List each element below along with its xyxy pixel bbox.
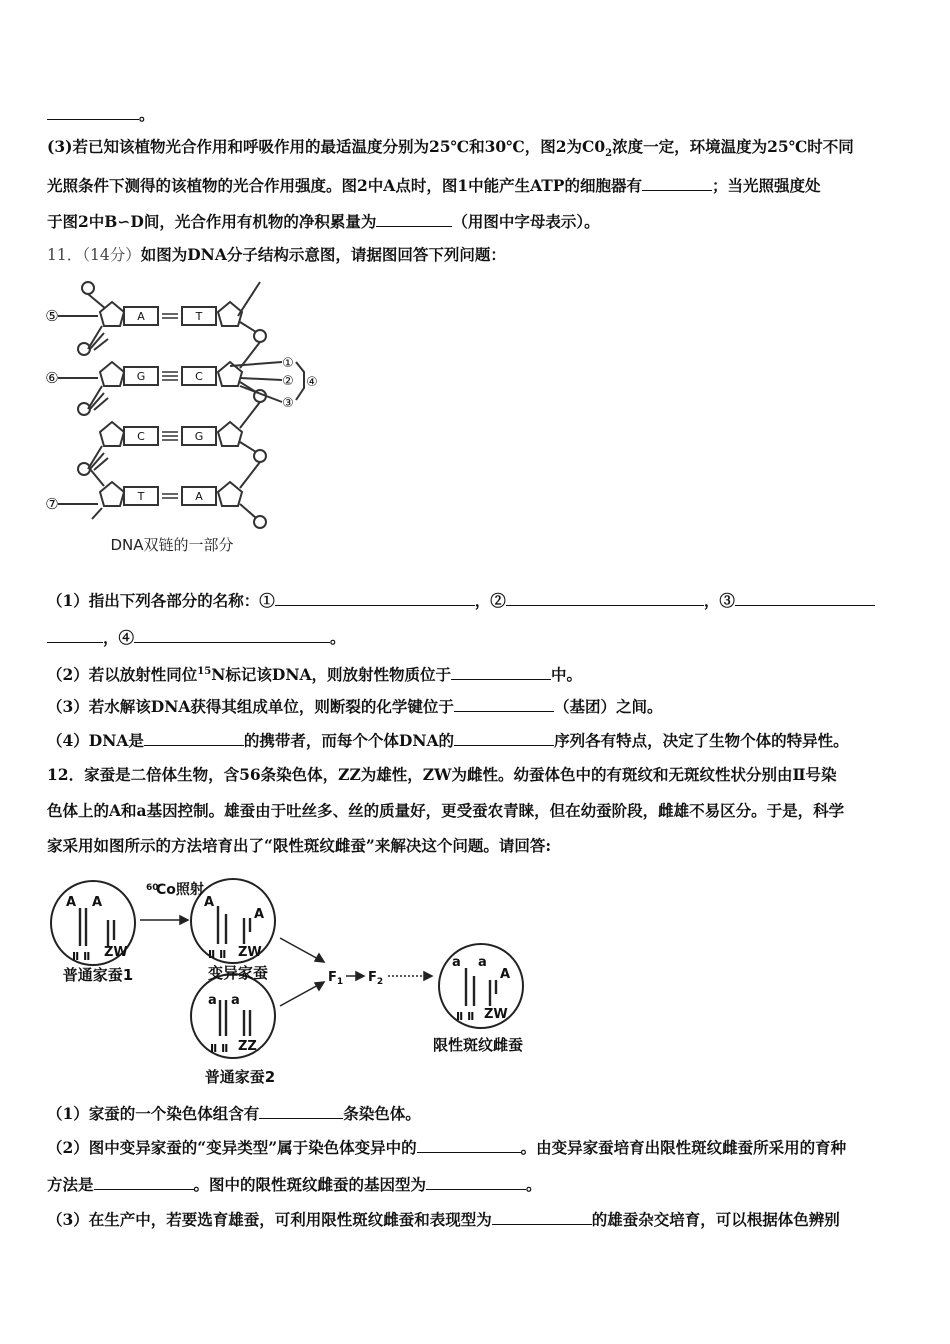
q11-part4: （4）DNA是 的携带者，而每个个体DNA的 序列各有特点，决定了生物个体的特异性。 xyxy=(47,731,849,750)
q12-part2-cont: 方法是 。图中的限性斑纹雌蚕的基因型为 。 xyxy=(47,1175,542,1194)
q12-stem-3: 家采用如图所示的方法培育出了“限性斑纹雌蚕”来解决这个问题。请回答: xyxy=(47,836,552,855)
q10-line-0: 。 xyxy=(47,104,155,125)
cell4-label: 限性斑纹雌蚕 xyxy=(432,1036,524,1054)
chromosome-ii: Ⅱ Ⅱ xyxy=(210,1042,229,1055)
answer-blank-3[interactable] xyxy=(735,590,875,606)
label-3: ③ xyxy=(282,396,294,411)
answer-blank[interactable] xyxy=(417,1137,521,1153)
answer-blank[interactable] xyxy=(47,104,139,120)
co60-label: Co照射 xyxy=(156,882,204,898)
q11-part2: （2）若以放射性同位$^{15}$N标记该DNA，则放射性物质位于 中。 xyxy=(47,665,583,685)
base-T1: T xyxy=(195,310,203,323)
base-A4: A xyxy=(195,490,203,503)
allele-a: a xyxy=(208,993,217,1008)
cell1-label: 普通家蚕1 xyxy=(62,966,134,984)
base-G2: G xyxy=(136,370,146,383)
label-2: ② xyxy=(282,374,294,389)
chromosome-ii: Ⅱ Ⅱ xyxy=(208,948,227,961)
label-7: ⑦ xyxy=(45,495,59,513)
label-1: ① xyxy=(282,356,294,371)
q11-part1: （1）指出下列各部分的名称：① ，② ，③ xyxy=(47,590,875,611)
chromosome-ii: Ⅱ Ⅱ xyxy=(72,950,91,963)
q12-stem-2: 色体上的A和a基因控制。雄蚕由于吐丝多、丝的质量好，更受蚕农青睐，但在幼蚕阶段，雌雄不易区分。于是，科学 xyxy=(47,801,845,820)
allele-A: A xyxy=(254,907,265,922)
allele-A: A xyxy=(66,895,77,910)
allele-a: a xyxy=(478,955,487,970)
answer-blank[interactable] xyxy=(642,175,712,191)
label-4: ④ xyxy=(306,375,318,390)
cell2-label: 变异家蚕 xyxy=(207,964,269,982)
q12-part1: （1）家蚕的一个染色体组含有 条染色体。 xyxy=(47,1104,421,1123)
base-A1: A xyxy=(137,310,145,323)
sex-zw: ZW xyxy=(484,1007,508,1022)
q11-part3: （3）若水解该DNA获得其组成单位，则断裂的化学键位于 （基团）之间。 xyxy=(47,697,663,716)
q11-stem: 11．（14分）如图为DNA分子结构示意图，请据图回答下列问题： xyxy=(47,245,506,264)
label-6: ⑥ xyxy=(45,369,59,387)
f2-label: $F_2$ xyxy=(368,970,384,987)
answer-blank[interactable] xyxy=(94,1174,194,1190)
answer-blank-4[interactable] xyxy=(134,627,330,643)
answer-blank[interactable] xyxy=(144,730,244,746)
cell3-label: 普通家蚕2 xyxy=(204,1068,276,1086)
chromosome-ii: Ⅱ Ⅱ xyxy=(456,1010,475,1023)
sex-zw: ZW xyxy=(238,945,262,960)
base-C2: C xyxy=(195,370,203,383)
q12-part3: （3）在生产中，若要选育雄蚕，可利用限性斑纹雌蚕和表现型为 的雄蚕杂交培育，可以根据体色辨别 xyxy=(47,1210,840,1229)
q10-line-2: 光照条件下测得的该植物的光合作用强度。图2中A点时，图1中能产生ATP的细胞器有 ；当光照强度处 xyxy=(47,176,821,195)
answer-blank-3-cont[interactable] xyxy=(47,627,103,643)
answer-blank-2[interactable] xyxy=(506,590,704,606)
answer-blank[interactable] xyxy=(492,1209,592,1225)
answer-blank[interactable] xyxy=(454,696,554,712)
dna-caption: DNA双链的一部分 xyxy=(110,536,234,554)
dna-structure-figure xyxy=(42,276,332,566)
allele-a: a xyxy=(231,993,240,1008)
q11-part1-cont: ，④ 。 xyxy=(47,627,346,648)
answer-blank[interactable] xyxy=(426,1174,526,1190)
allele-A: A xyxy=(92,895,103,910)
q12-stem-1: 12．家蚕是二倍体生物，含56条染色体，ZZ为雄性，ZW为雌性。幼蚕体色中的有斑纹和无斑纹性状分别由Ⅱ号染 xyxy=(47,765,837,784)
sex-zz: ZZ xyxy=(238,1039,257,1054)
allele-A: A xyxy=(204,895,215,910)
answer-blank[interactable] xyxy=(451,664,551,680)
answer-blank-1[interactable] xyxy=(275,590,475,606)
silkworm-breeding-figure xyxy=(48,868,548,1096)
answer-blank[interactable] xyxy=(454,730,554,746)
allele-a: a xyxy=(452,955,461,970)
answer-blank[interactable] xyxy=(376,211,452,227)
answer-blank[interactable] xyxy=(259,1103,343,1119)
q10-line-1: (3)若已知该植物光合作用和呼吸作用的最适温度分别为25℃和30℃，图2为$C0_2$浓度一定，环境温度为25℃时不同 xyxy=(47,137,854,160)
sex-zw: ZW xyxy=(104,945,128,960)
co60-sup: 60 xyxy=(146,883,159,893)
allele-A: A xyxy=(500,967,511,982)
label-5: ⑤ xyxy=(45,307,59,325)
q12-part2: （2）图中变异家蚕的“变异类型”属于染色体变异中的 。由变异家蚕培育出限性斑纹雌蚕所采用的育种 xyxy=(47,1138,847,1157)
f1-label: $F_1$ xyxy=(328,970,344,987)
base-G3: G xyxy=(194,430,204,443)
base-C3: C xyxy=(137,430,145,443)
q10-line-3: 于图2中B∽D间，光合作用有机物的净积累量为 （用图中字母表示）。 xyxy=(47,212,600,231)
base-T4: T xyxy=(137,490,145,503)
